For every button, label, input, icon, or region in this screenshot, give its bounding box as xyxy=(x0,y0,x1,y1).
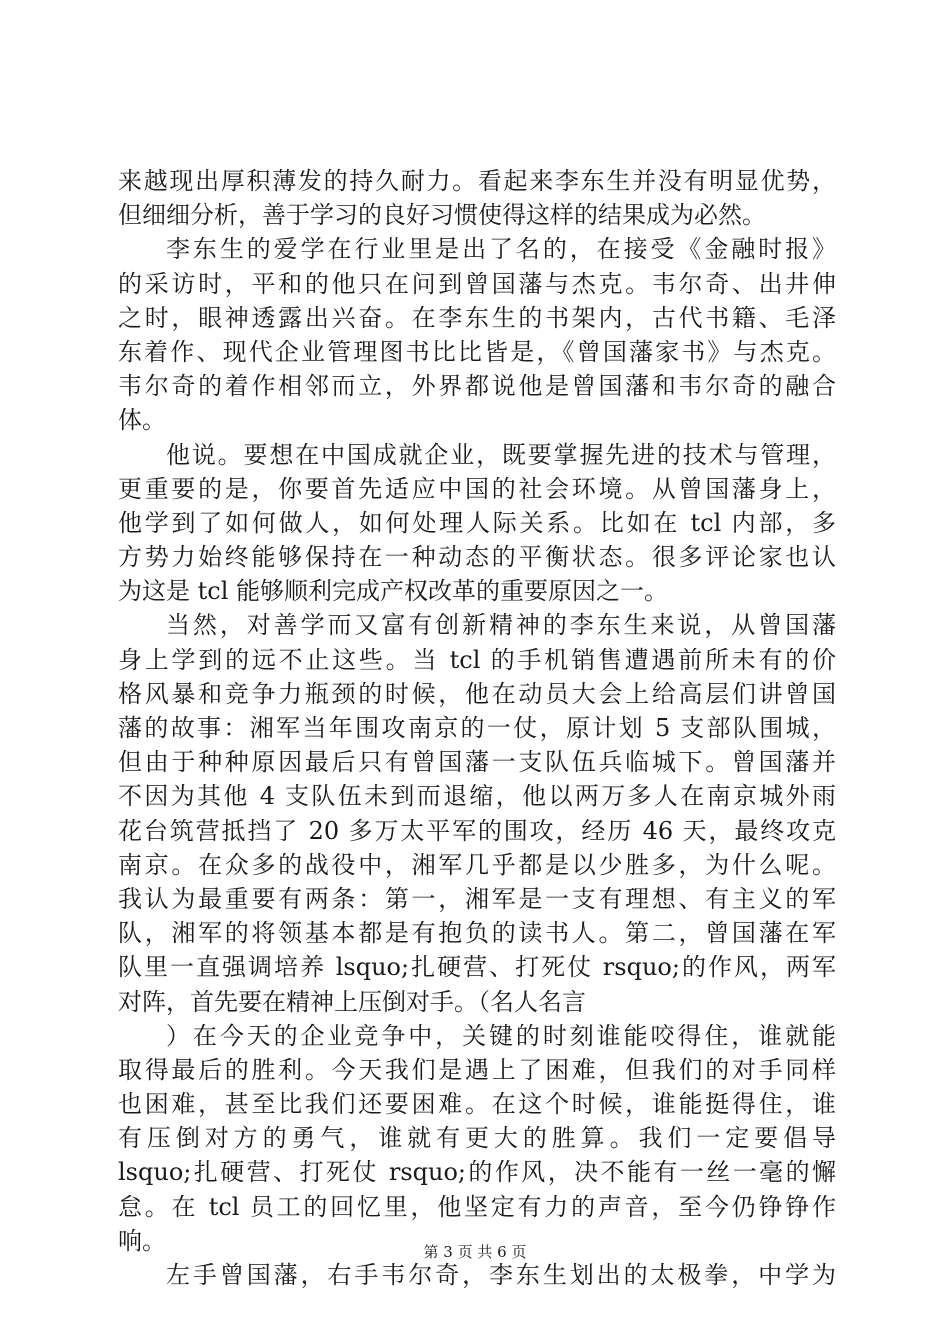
text-line: 的采访时，平和的他只在问到曾国藩与杰克。韦尔奇、出井伸 xyxy=(118,269,836,298)
body-text xyxy=(118,164,836,1292)
text-line: 取得最后的胜利。今天我们是遇上了困难，但我们的对手同样 xyxy=(118,1055,836,1084)
text-line: 身上学到的远不止这些。当 tcl 的手机销售遭遇前所未有的价 xyxy=(118,645,836,674)
text-line: 不因为其他 4 支队伍未到而退缩，他以两万多人在南京城外雨 xyxy=(118,782,836,811)
text-line: 南京。在众多的战役中，湘军几乎都是以少胜多，为什么呢。 xyxy=(118,850,836,879)
text-line: 他说。要想在中国成就企业，既要掌握先进的技术与管理， xyxy=(166,440,836,469)
text-line: 体。 xyxy=(118,406,166,435)
text-line: lsquo;扎硬营、打死仗 rsquo;的作风，决不能有一丝一毫的懈 xyxy=(118,1158,836,1187)
text-line: 队里一直强调培养 lsquo;扎硬营、打死仗 rsquo;的作风，两军 xyxy=(118,953,836,982)
text-line: 响。 xyxy=(118,1226,166,1255)
page-footer: 第 3 页 共 6 页 xyxy=(423,1243,527,1261)
text-line: 花台筑营抵挡了 20 多万太平军的围攻，经历 46 天，最终攻克 xyxy=(118,816,836,845)
text-line: 当然，对善学而又富有创新精神的李东生来说，从曾国藩 xyxy=(166,611,836,640)
text-line: 怠。在 tcl 员工的回忆里，他坚定有力的声音，至今仍铮铮作 xyxy=(118,1192,836,1221)
text-line: 对阵，首先要在精神上压倒对手。（名人名言 xyxy=(118,987,586,1016)
text-line: 来越现出厚积薄发的持久耐力。看起来李东生并没有明显优势， xyxy=(118,167,836,195)
text-line: 但细细分析，善于学习的良好习惯使得这样的结果成为必然。 xyxy=(118,201,766,230)
text-line: 之时，眼神透露出兴奋。在李东生的书架内，古代书籍、毛泽 xyxy=(118,303,836,332)
text-line: 队，湘军的将领基本都是有抱负的读书人。第二，曾国藩在军 xyxy=(118,919,836,948)
text-line: 李东生的爱学在行业里是出了名的，在接受《金融时报》 xyxy=(166,235,836,264)
text-line: 为这是 tcl 能够顺利完成产权改革的重要原因之一。 xyxy=(118,577,669,606)
text-line: 格风暴和竞争力瓶颈的时候，他在动员大会上给高层们讲曾国 xyxy=(118,679,836,708)
text-line: 方势力始终能够保持在一种动态的平衡状态。很多评论家也认 xyxy=(118,543,836,572)
text-line: 藩的故事：湘军当年围攻南京的一仗，原计划 5 支部队围城， xyxy=(118,714,836,742)
text-line: 更重要的是，你要首先适应中国的社会环境。从曾国藩身上， xyxy=(118,474,836,503)
text-line: 他学到了如何做人，如何处理人际关系。比如在 tcl 内部，多 xyxy=(118,508,836,537)
text-line: 左手曾国藩，右手韦尔奇，李东生划出的太极拳，中学为 xyxy=(166,1261,836,1289)
text-line: 东着作、现代企业管理图书比比皆是，《曾国藩家书》与杰克。 xyxy=(118,337,836,366)
text-line: 也困难，甚至比我们还要困难。在这个时候，谁能挺得住，谁 xyxy=(118,1090,836,1119)
text-line: 有压倒对方的勇气，谁就有更大的胜算。我们一定要倡导 xyxy=(118,1124,836,1153)
text-line: 但由于种种原因最后只有曾国藩一支队伍兵临城下。曾国藩并 xyxy=(118,748,836,777)
text-line: 韦尔奇的着作相邻而立，外界都说他是曾国藩和韦尔奇的融合 xyxy=(118,372,836,401)
text-line: ）在今天的企业竞争中，关键的时刻谁能咬得住，谁就能 xyxy=(166,1021,836,1050)
text-line: 我认为最重要有两条：第一，湘军是一支有理想、有主义的军 xyxy=(118,884,836,913)
